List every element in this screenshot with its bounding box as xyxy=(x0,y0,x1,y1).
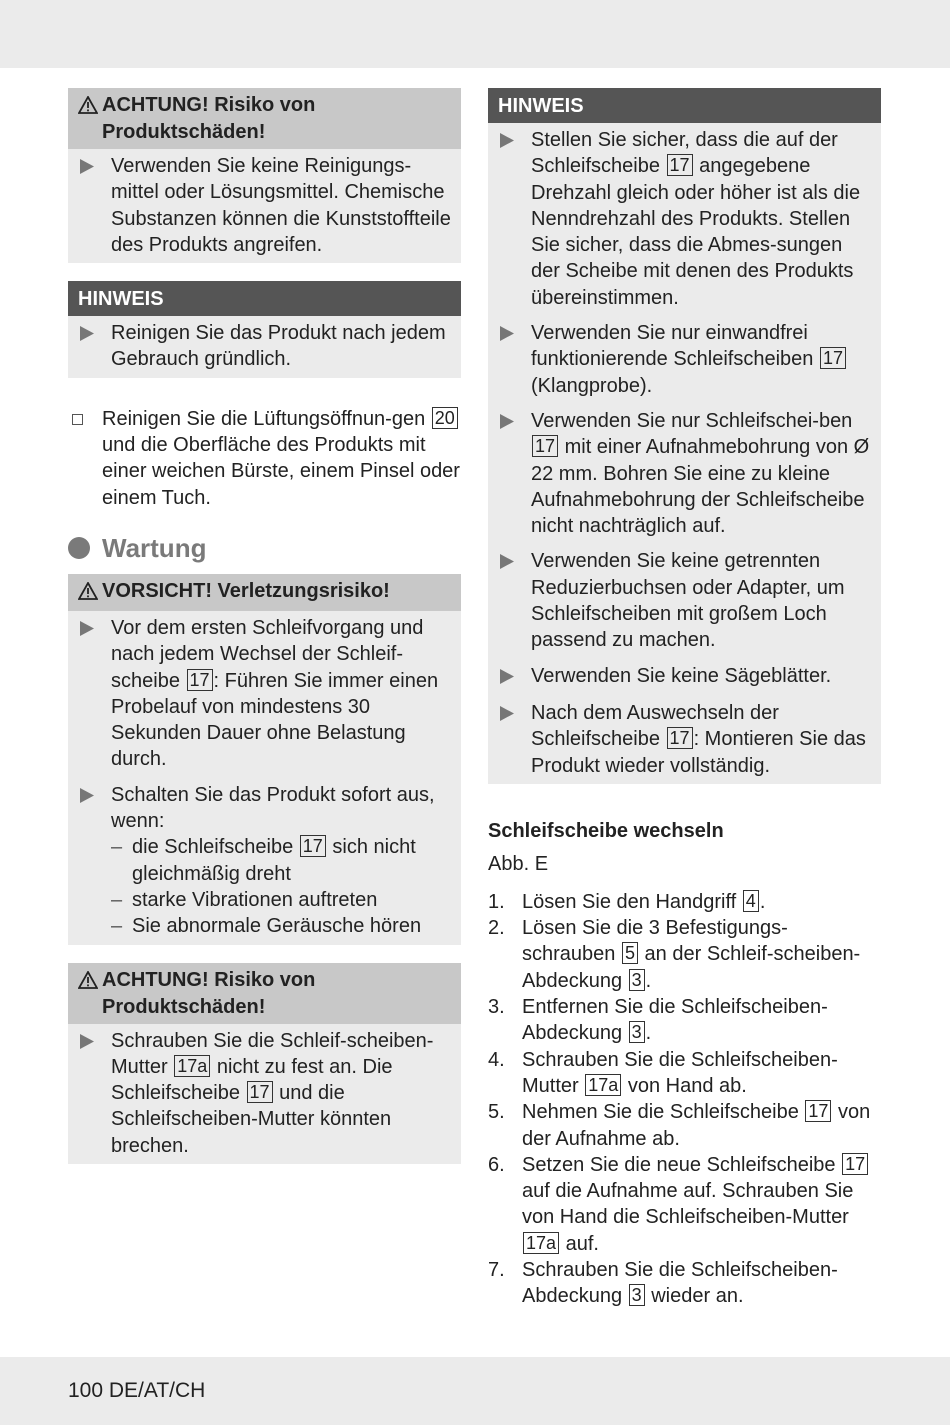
part-number-ref: 4 xyxy=(743,890,759,912)
warning-triangle-icon xyxy=(78,967,102,997)
part-number-ref: 17 xyxy=(667,727,693,749)
dash-sub-item: – Sie abnormale Geräusche hören xyxy=(111,915,422,938)
triangle-bullet-icon xyxy=(78,153,111,258)
note-body xyxy=(68,316,461,378)
numbered-step: 3. Entfernen Sie die Schleifscheiben-Abdeckung 3 . xyxy=(488,996,828,1045)
note-box-cleaning xyxy=(68,281,461,378)
warning-triangle-icon xyxy=(78,92,102,122)
triangle-bullet-icon xyxy=(498,408,531,539)
step-text: Reinigen Sie die Lüftungsöffnun-gen 20 und die Oberfläche des Produkts mit einer weichen Bürste, einem Pinsel oder einem Tuch. xyxy=(102,407,460,509)
bullet-text: Verwenden Sie nur Schleifschei-ben 17 mit einer Aufnahmebohrung von Ø 22 mm. Bohren Sie eine zu kleine Aufnahmebohrung der Schleifscheibe nicht nachträglich auf. xyxy=(531,409,870,538)
warning-box-product-damage-2 xyxy=(68,963,461,1164)
bullet-item xyxy=(498,320,873,399)
left-column xyxy=(68,88,461,1182)
triangle-bullet-icon xyxy=(498,663,531,691)
caution-box-injury xyxy=(68,574,461,945)
bullet-text: Verwenden Sie keine Sägeblätter. xyxy=(531,664,832,687)
checkbox-icon xyxy=(68,406,102,511)
bullet-item xyxy=(498,127,873,311)
numbered-step: 6. Setzen Sie die neue Schleifscheibe 17 auf die Aufnahme auf. Schrauben Sie von Hand die Schleifscheiben-Mutter 17a auf. xyxy=(488,1152,881,1257)
warning-title: ACHTUNG! Risiko von Produktschäden! xyxy=(102,94,316,143)
numbered-step: 4. Schrauben Sie die Schleifscheiben-Mutter 17a von Hand ab. xyxy=(488,1048,838,1097)
caution-header xyxy=(68,574,461,611)
top-band xyxy=(0,0,950,68)
part-number-ref: 17a xyxy=(585,1074,621,1096)
note-body xyxy=(488,123,881,784)
triangle-bullet-icon xyxy=(498,700,531,779)
bullet-item xyxy=(78,153,453,258)
part-number-ref: 17a xyxy=(174,1055,210,1077)
bullet-text: Verwenden Sie nur einwandfrei funktionierende Schleifscheiben 17 (Klangprobe). xyxy=(531,320,873,399)
part-number-ref: 20 xyxy=(432,407,458,429)
bullet-text: Verwenden Sie keine getrennten Reduzierbuchsen oder Adapter, um Schleifscheiben mit großem Loch passend zu machen. xyxy=(531,550,845,652)
warning-body xyxy=(68,1024,461,1164)
numbered-step: 5. Nehmen Sie die Schleifscheibe 17 von der Aufnahme ab. xyxy=(488,1101,871,1150)
warning-triangle-icon xyxy=(78,578,102,608)
bullet-text: Vor dem ersten Schleifvorgang und nach jedem Wechsel der Schleif-scheibe 17 : Führen Sie immer einen Probelauf von mindestens 30 Sekunden Dauer ohne Belastung durch. xyxy=(111,616,439,771)
bullet-item xyxy=(498,548,873,653)
part-number-ref: 17 xyxy=(247,1081,273,1103)
part-number-ref: 17 xyxy=(532,435,558,457)
note-header: HINWEIS xyxy=(488,88,881,123)
warning-body xyxy=(68,149,461,263)
warning-header xyxy=(68,88,461,149)
bullet-item xyxy=(498,408,873,539)
part-number-ref: 3 xyxy=(629,1021,645,1043)
warning-title: ACHTUNG! Risiko von Produktschäden! xyxy=(102,968,316,1018)
part-number-ref: 17 xyxy=(820,347,846,369)
dash-sub-item: – die Schleifscheibe 17 sich nicht gleichmäßig dreht xyxy=(111,836,416,885)
part-number-ref: 3 xyxy=(629,969,645,991)
bullet-text: Reinigen Sie das Produkt nach jedem Gebrauch gründlich. xyxy=(111,322,446,371)
triangle-bullet-icon xyxy=(498,548,531,653)
bullet-text: Stellen Sie sicher, dass die auf der Schleifscheibe 17 angegebene Drehzahl gleich oder höher ist als die Nenndrehzahl des Produkts. Stellen Sie sicher, dass die Abmes-sungen der Scheibe mit denen des Produkts übereinstimmen. xyxy=(531,129,861,309)
triangle-bullet-icon xyxy=(498,320,531,399)
part-number-ref: 17 xyxy=(300,835,326,857)
bullet-text: Schrauben Sie die Schleif-scheiben-Mutter 17a nicht zu fest an. Die Schleifscheibe 17 und die Schleifscheiben-Mutter könnten brechen. xyxy=(111,1029,434,1157)
part-number-ref: 17 xyxy=(842,1153,868,1175)
bullet-text: Verwenden Sie keine Reinigungs-mittel oder Lösungsmittel. Chemische Substanzen können die Kunststoffteile des Produkts angreifen. xyxy=(111,155,451,256)
caution-body xyxy=(68,611,461,945)
right-column xyxy=(488,88,881,1310)
triangle-bullet-icon xyxy=(78,782,111,940)
numbered-step: 1. Lösen Sie den Handgriff 4 . xyxy=(488,890,766,913)
part-number-ref: 5 xyxy=(622,942,638,964)
bullet-text: Schalten Sie das Produkt sofort aus, wenn: – die Schleifscheibe 17 sich nicht gleichmäßig dreht – starke Vibrationen auftreten – Sie abnormale Geräusche hören xyxy=(111,782,453,940)
warning-box-product-damage xyxy=(68,88,461,263)
dash-sub-item: – starke Vibrationen auftreten xyxy=(111,888,378,911)
bullet-item xyxy=(78,782,453,940)
bullet-item xyxy=(498,663,873,691)
part-number-ref: 17 xyxy=(187,669,213,691)
triangle-bullet-icon xyxy=(498,127,531,311)
bullet-item xyxy=(78,1028,453,1159)
section-title: Wartung xyxy=(102,532,207,563)
warning-header xyxy=(68,963,461,1024)
triangle-bullet-icon xyxy=(78,320,111,373)
step-item-clean-vents xyxy=(68,406,461,511)
numbered-step: 7. Schrauben Sie die Schleifscheiben-Abdeckung 3 wieder an. xyxy=(488,1258,838,1308)
part-number-ref: 3 xyxy=(629,1284,645,1306)
page-number: 100 DE/AT/CH xyxy=(68,1379,206,1402)
triangle-bullet-icon xyxy=(78,1028,111,1159)
bullet-item xyxy=(78,615,453,773)
part-number-ref: 17 xyxy=(667,154,693,176)
caution-title: VORSICHT! Verletzungsrisiko! xyxy=(102,579,390,602)
triangle-bullet-icon xyxy=(78,615,111,773)
figure-reference: Abb. E xyxy=(488,852,549,875)
note-box-discs xyxy=(488,88,881,784)
bullet-item xyxy=(498,700,873,779)
numbered-step: 2. Lösen Sie die 3 Befestigungs-schrauben 5 an der Schleif-scheiben-Abdeckung 3 . xyxy=(488,917,861,992)
bullet-text: Nach dem Auswechseln der Schleifscheibe 17 : Montieren Sie das Produkt wieder vollständig. xyxy=(531,701,866,777)
note-header: HINWEIS xyxy=(68,281,461,316)
subheading: Schleifscheibe wechseln xyxy=(488,819,724,842)
section-bullet-icon xyxy=(68,537,90,559)
part-number-ref: 17 xyxy=(805,1100,831,1122)
section-heading xyxy=(68,533,461,563)
bullet-item xyxy=(78,320,453,373)
part-number-ref: 17a xyxy=(523,1232,559,1254)
